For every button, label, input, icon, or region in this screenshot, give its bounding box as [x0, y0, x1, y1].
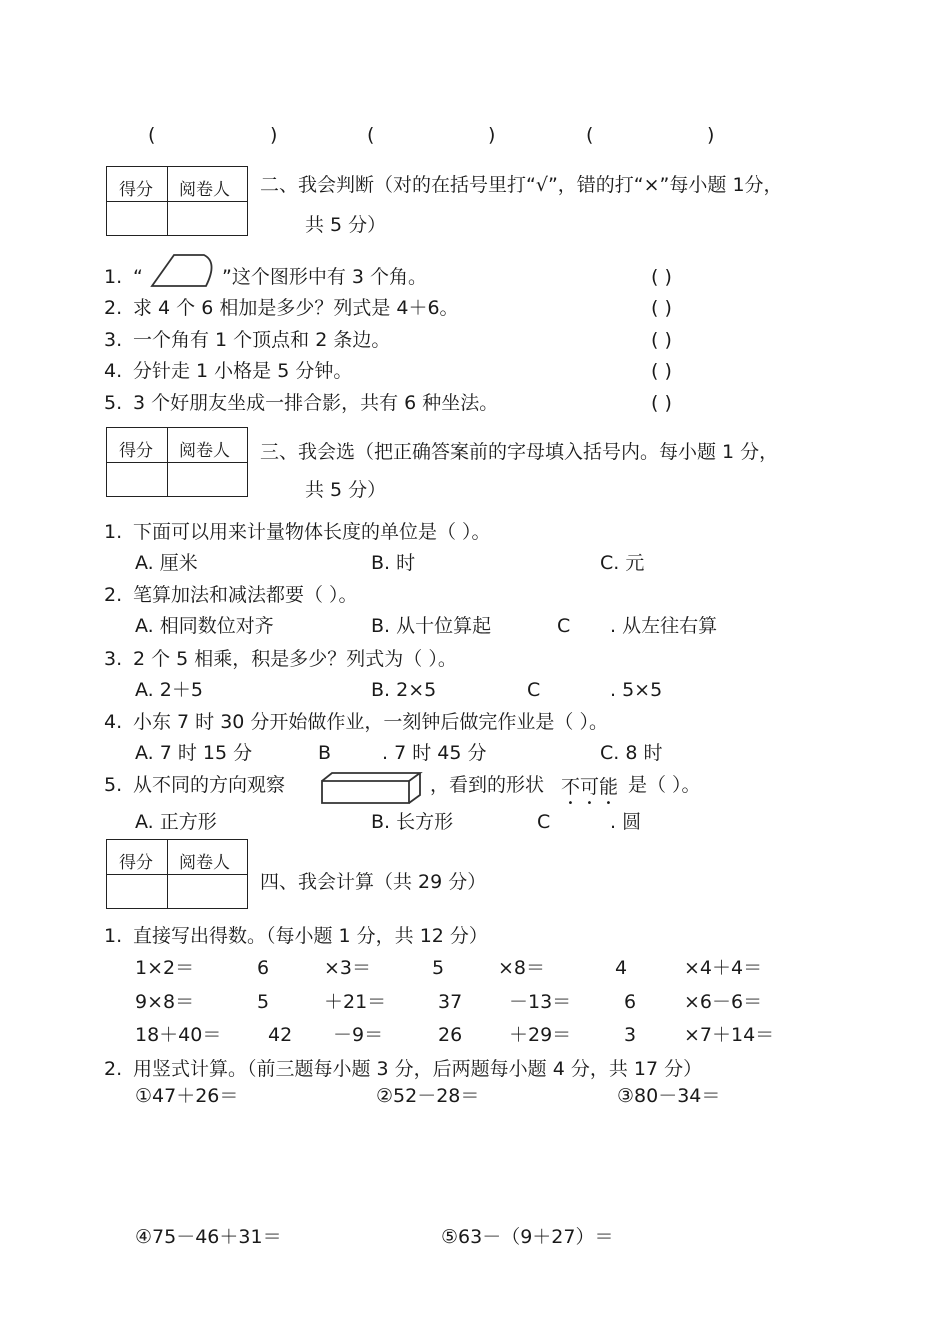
choice-question-number: 5.: [104, 774, 123, 796]
answer-paren-close-2: ): [488, 124, 496, 146]
choice-option-b: B. 从十位算起: [371, 615, 492, 637]
score-box-section-2: [106, 166, 248, 236]
choice-option-c: C: [527, 679, 541, 701]
calc-cell: 5: [257, 991, 270, 1013]
judge-item-text: 求 4 个 6 相加是多少？列式是 4＋6。: [133, 297, 459, 319]
choice-option-c: C. 8 时: [600, 742, 663, 764]
choice-question-number: 1.: [104, 521, 123, 543]
calc-cell: ×4＋4＝: [684, 957, 763, 979]
calc-cell: 18＋40＝: [135, 1024, 222, 1046]
calc-cell: 4: [615, 957, 628, 979]
answer-paren-close-3: ): [707, 124, 715, 146]
judge-item-text: 一个角有 1 个顶点和 2 条边。: [133, 329, 391, 351]
score-label: 得分: [119, 441, 153, 461]
choice-option-a: A. 相同数位对齐: [135, 615, 274, 637]
choice-option-b: B. 2×5: [371, 679, 437, 701]
judge-item-number: 3.: [104, 329, 123, 351]
calc-cell: ×7＋14＝: [684, 1024, 775, 1046]
calc-cell: 42: [268, 1024, 293, 1046]
judge-answer-paren[interactable]: ( ): [651, 329, 672, 351]
calc-question-number: 2.: [104, 1058, 123, 1080]
choice-question-stem-end: 是（ ）。: [628, 774, 701, 796]
vertical-calc-problem: ①47＋26＝: [135, 1085, 239, 1107]
calc-cell: ×8＝: [498, 957, 546, 979]
choice-question-number: 3.: [104, 648, 123, 670]
grader-label: 阅卷人: [179, 853, 230, 873]
calc-cell: 26: [438, 1024, 463, 1046]
calc-cell: ＋21＝: [324, 991, 387, 1013]
quarter-shape-icon: [146, 252, 222, 292]
choice-option-a: A. 正方形: [135, 811, 217, 833]
judge-answer-paren[interactable]: ( ): [651, 266, 672, 288]
choice-option-b: B. 长方形: [371, 811, 454, 833]
score-box-section-4: [106, 839, 248, 909]
grader-label: 阅卷人: [179, 180, 230, 200]
judge-item-text: 3 个好朋友坐成一排合影，共有 6 种坐法。: [133, 392, 499, 414]
choice-question-stem: 小东 7 时 30 分开始做作业，一刻钟后做完作业是（ ）。: [133, 711, 608, 733]
answer-paren-open-3: (: [586, 124, 594, 146]
calc-cell: 9×8＝: [135, 991, 195, 1013]
answer-paren-open-1: (: [148, 124, 156, 146]
judge-item-number: 5.: [104, 392, 123, 414]
calc-cell: －9＝: [333, 1024, 384, 1046]
choice-option-c-text: . 5×5: [610, 679, 663, 701]
calc-cell: 1×2＝: [135, 957, 195, 979]
judge-item-quote-open: “: [133, 266, 143, 288]
calc-question-stem: 用竖式计算。（前三题每小题 3 分，后两题每小题 4 分，共 17 分）: [133, 1058, 703, 1080]
judge-answer-paren[interactable]: ( ): [651, 392, 672, 414]
calc-cell: 6: [624, 991, 637, 1013]
emphasis-text: 不可能: [561, 776, 619, 798]
calc-cell: 5: [432, 957, 445, 979]
calc-cell: －13＝: [509, 991, 572, 1013]
vertical-calc-problem: ②52－28＝: [376, 1085, 480, 1107]
choice-question-stem-cont: ，看到的形状: [430, 774, 545, 796]
calc-question-stem: 直接写出得数。（每小题 1 分，共 12 分）: [133, 925, 488, 947]
choice-option-b-text: . 7 时 45 分: [382, 742, 487, 764]
section-2-title: 二、我会判断（对的在括号里打“√”，错的打“×”每小题 1分，: [260, 174, 783, 196]
score-label: 得分: [119, 853, 153, 873]
calc-cell: 3: [624, 1024, 637, 1046]
calc-cell: ×6－6＝: [684, 991, 763, 1013]
choice-option-a: A. 厘米: [135, 552, 198, 574]
calc-question-number: 1.: [104, 925, 123, 947]
vertical-calc-problem: ⑤63－（9＋27）＝: [441, 1226, 614, 1248]
choice-question-number: 2.: [104, 584, 123, 606]
section-4-title: 四、我会计算（共 29 分）: [260, 871, 487, 893]
choice-option-c-text: . 从左往右算: [610, 615, 718, 637]
judge-item-text: ”这个图形中有 3 个角。: [222, 266, 428, 288]
section-3-title-cont: 共 5 分）: [305, 479, 387, 501]
choice-option-b: B: [318, 742, 332, 764]
judge-item-number: 2.: [104, 297, 123, 319]
answer-paren-close-1: ): [270, 124, 278, 146]
choice-question-stem: 从不同的方向观察: [133, 774, 286, 796]
section-2-title-cont: 共 5 分）: [305, 214, 387, 236]
choice-option-b: B. 时: [371, 552, 416, 574]
judge-item-text: 分针走 1 小格是 5 分钟。: [133, 360, 353, 382]
choice-question-stem: 下面可以用来计量物体长度的单位是（ ）。: [133, 521, 491, 543]
judge-answer-paren[interactable]: ( ): [651, 360, 672, 382]
answer-paren-open-2: (: [367, 124, 375, 146]
vertical-calc-problem: ③80－34＝: [617, 1085, 721, 1107]
choice-question-number: 4.: [104, 711, 123, 733]
calc-cell: 37: [438, 991, 463, 1013]
calc-cell: ×3＝: [324, 957, 372, 979]
judge-item-number: 1.: [104, 266, 123, 288]
section-3-title: 三、我会选（把正确答案前的字母填入括号内。每小题 1 分，: [260, 441, 779, 463]
grader-label: 阅卷人: [179, 441, 230, 461]
choice-option-c: C: [557, 615, 571, 637]
choice-option-c: C. 元: [600, 552, 645, 574]
judge-answer-paren[interactable]: ( ): [651, 297, 672, 319]
choice-question-stem: 笔算加法和减法都要（ ）。: [133, 584, 358, 606]
judge-item-number: 4.: [104, 360, 123, 382]
calc-cell: ＋29＝: [509, 1024, 572, 1046]
cuboid-icon: [320, 770, 424, 806]
choice-option-c: C: [537, 811, 551, 833]
calc-cell: 6: [257, 957, 270, 979]
vertical-calc-problem: ④75－46＋31＝: [135, 1226, 282, 1248]
choice-option-a: A. 7 时 15 分: [135, 742, 253, 764]
score-box-section-3: [106, 427, 248, 497]
choice-option-c-text: . 圆: [610, 811, 642, 833]
choice-option-a: A. 2＋5: [135, 679, 203, 701]
score-label: 得分: [119, 180, 153, 200]
choice-question-stem: 2 个 5 相乘，积是多少？列式为（ ）。: [133, 648, 457, 670]
